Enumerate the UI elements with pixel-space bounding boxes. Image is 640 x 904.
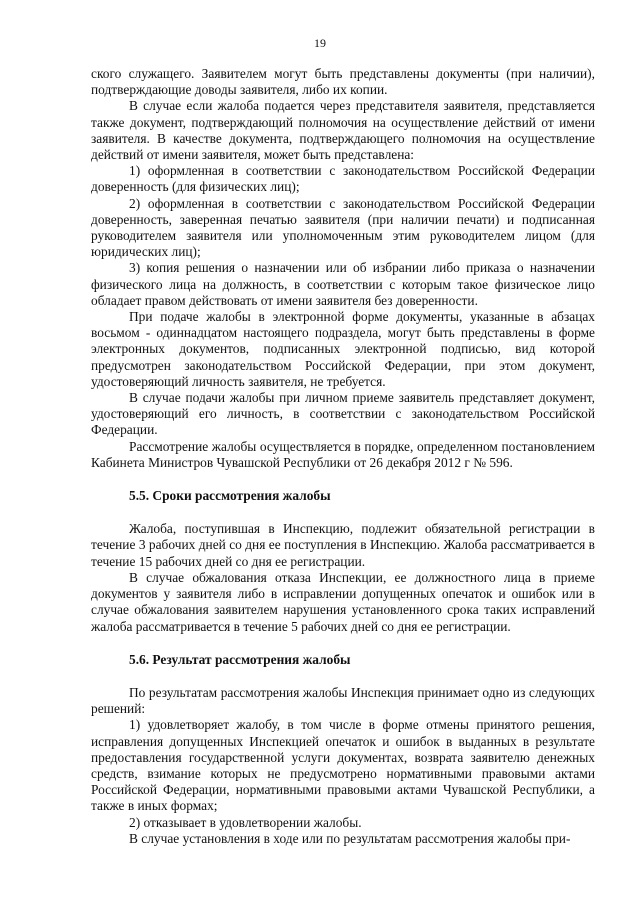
section-heading: 5.6. Результат рассмотрения жалобы: [129, 651, 351, 667]
list-item: 2) оформленная в соответствии с законодательством Российской Федерации доверенность, заверенная печатью заявителя (при наличии печати) и подписанная руководителем заявителя или уполномоченным этим руководителем лицом (для юридических лиц);: [91, 195, 595, 260]
paragraph: В случае установления в ходе или по результатам рассмотрения жалобы при-: [129, 830, 571, 846]
list-item: 1) оформленная в соответствии с законодательством Российской Федерации доверенность (для физических лиц);: [91, 163, 595, 195]
list-item: 3) копия решения о назначении или об избрании либо приказа о назначении физического лица на должность, в соответствии с которым такое физическое лицо обладает правом действовать от имени заявителя без доверенности.: [91, 260, 595, 308]
section-heading: 5.5. Сроки рассмотрения жалобы: [129, 488, 331, 504]
list-item: 2) отказывает в удовлетворении жалобы.: [129, 814, 362, 830]
paragraph: По результатам рассмотрения жалобы Инспекция принимает одно из следующих решений:: [91, 684, 595, 717]
paragraph: Рассмотрение жалобы осуществляется в порядке, определенном постановлением Кабинета Министров Чувашской Республики от 26 декабря 2012 г № 596.: [91, 438, 595, 470]
page-number: 19: [314, 36, 326, 50]
paragraph: При подаче жалобы в электронной форме документы, указанные в абзацах восьмом - одиннадцатом настоящего подраздела, могут быть представлены в форме электронных документов, подписанных электронной подписью, вид которой предусмотрен законодательством Российской Федерации, при этом документ, удостоверяющий личность заявителя, не требуется.: [91, 309, 595, 389]
paragraph: В случае обжалования отказа Инспекции, ее должностного лица в приеме документов у заявителя либо в исправлении допущенных опечаток и ошибок или в случае обжалования заявителем нарушения установленного срока таких исправлений жалоба рассматривается в течение 5 рабочих дней со дня ее регистрации.: [91, 569, 595, 634]
list-item: 1) удовлетворяет жалобу, в том числе в форме отмены принятого решения, исправления допущенных Инспекцией опечаток и ошибок в выданных в результате предоставления государственной услуги документах, возврата заявителю денежных средств, взимание которых не предусмотрено нормативными правовыми актами Российской Федерации, нормативными правовыми актами Чувашской Республики, а также в иных формах;: [91, 717, 595, 814]
paragraph: ского служащего. Заявителем могут быть представлены документы (при наличии), подтверждающие доводы заявителя, либо их копии.: [91, 66, 595, 98]
paragraph: В случае если жалоба подается через представителя заявителя, представляется также документ, подтверждающий полномочия на осуществление действий от имени заявителя. В качестве документа, подтверждающего полномочия на осуществление действий от имени заявителя, может быть представлена:: [91, 98, 595, 163]
document-body: [91, 66, 595, 847]
paragraph: Жалоба, поступившая в Инспекцию, подлежит обязательной регистрации в течение 3 рабочих дней со дня ее поступления в Инспекцию. Жалоба рассматривается в течение 15 рабочих дней со дня ее регистрации.: [91, 521, 595, 569]
paragraph: В случае подачи жалобы при личном приеме заявитель представляет документ, удостоверяющий его личность, в соответствии с законодательством Российской Федерации.: [91, 390, 595, 438]
